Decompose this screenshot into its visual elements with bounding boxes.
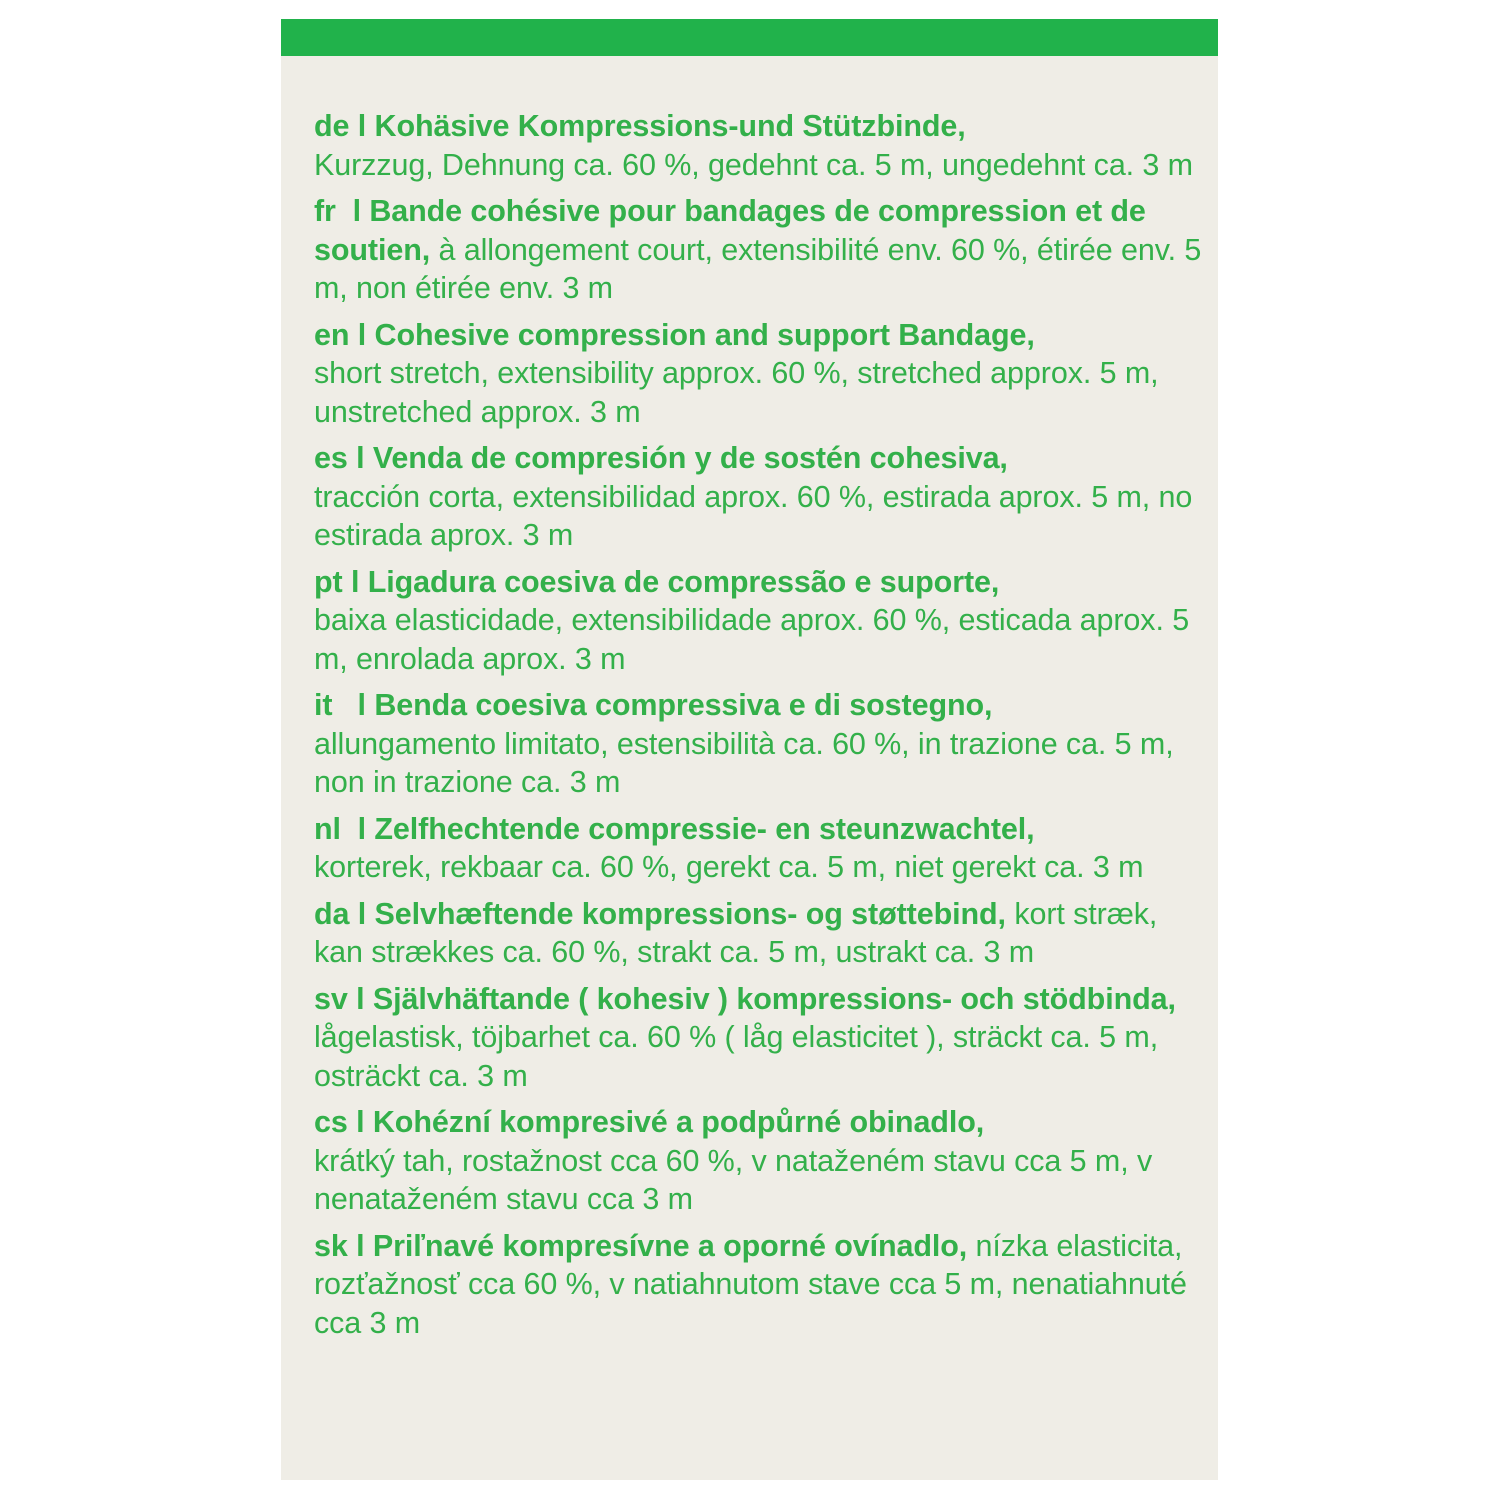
language-code: en bbox=[314, 317, 350, 352]
product-description: nízka elasticita, rozťažnosť cca 60 %, v natiahnutom stave cca 5 m, nenatiahnuté cca 3 m bbox=[314, 1228, 1187, 1340]
product-title: Självhäftande ( kohesiv ) kompressions- och stödbinda, bbox=[372, 981, 1176, 1016]
product-title: Kohézní kompresivé a podpůrné obinadlo, bbox=[372, 1105, 985, 1139]
entry-en bbox=[314, 316, 1214, 432]
green-accent-band bbox=[281, 19, 1218, 56]
entry-cs bbox=[314, 1103, 1214, 1219]
product-title: Bande cohésive pour bandages de compression et de soutien, bbox=[314, 194, 1146, 267]
product-description: korterek, rekbaar ca. 60 %, gerekt ca. 5 m, niet gerekt ca. 3 m bbox=[314, 850, 1144, 884]
language-code: cs bbox=[314, 1105, 348, 1139]
product-title: Venda de compresión y de sostén cohesiva, bbox=[372, 441, 1008, 475]
entry-es bbox=[314, 439, 1214, 555]
entry-sk bbox=[314, 1227, 1214, 1343]
product-title: Ligadura coesiva de compressão e suporte, bbox=[367, 564, 1000, 599]
language-code: da bbox=[314, 896, 350, 931]
entry-nl bbox=[314, 810, 1214, 887]
product-title: Kohäsive Kompressions-und Stützbinde, bbox=[374, 109, 966, 143]
language-code: nl bbox=[314, 811, 341, 846]
product-description: baixa elasticidade, extensibilidade aprox. 60 %, esticada aprox. 5 m, enrolada aprox. 3 m bbox=[314, 603, 1190, 676]
entry-it bbox=[314, 686, 1214, 802]
separator: l bbox=[349, 896, 375, 931]
separator: l bbox=[347, 441, 373, 475]
language-code: sv bbox=[314, 981, 348, 1016]
product-title: Priľnavé kompresívne a oporné ovínadlo, bbox=[372, 1228, 968, 1263]
entry-sv bbox=[314, 980, 1214, 1096]
product-description: lågelastisk, töjbarhet ca. 60 % ( låg elasticitet ), sträckt ca. 5 m, osträckt ca. 3 m bbox=[314, 1020, 1159, 1093]
separator: l bbox=[332, 688, 375, 722]
language-code: fr bbox=[314, 194, 336, 228]
product-description: allungamento limitato, estensibilità ca. 60 %, in trazione ca. 5 m, non in trazione ca. 3 m bbox=[314, 726, 1174, 799]
language-code: it bbox=[314, 688, 333, 722]
language-code: de bbox=[314, 109, 350, 143]
separator: l bbox=[347, 981, 373, 1016]
product-description: short stretch, extensibility approx. 60 %, stretched approx. 5 m, unstretched approx. 3 m bbox=[314, 356, 1159, 429]
product-description: krátký tah, rostažnost cca 60 %, v nataženém stavu cca 5 m, v nenataženém stavu cca 3 m bbox=[314, 1143, 1153, 1216]
product-title: Cohesive compression and support Bandage, bbox=[374, 317, 1035, 352]
product-title: Zelfhechtende compressie- en steunzwachtel, bbox=[374, 811, 1035, 846]
product-description: tracción corta, extensibilidad aprox. 60 %, estirada aprox. 5 m, no estirada aprox. 3 m bbox=[314, 479, 1193, 552]
separator: l bbox=[349, 109, 375, 143]
separator: l bbox=[340, 811, 375, 846]
product-description: Kurzzug, Dehnung ca. 60 %, gedehnt ca. 5 m, ungedehnt ca. 3 m bbox=[314, 147, 1193, 182]
product-description: à allongement court, extensibilité env. 60 %, étirée env. 5 m, non étirée env. 3 m bbox=[314, 232, 1202, 305]
product-description: kort stræk, kan strækkes ca. 60 %, strakt ca. 5 m, ustrakt ca. 3 m bbox=[314, 896, 1158, 969]
entry-fr bbox=[314, 192, 1214, 308]
language-code: sk bbox=[314, 1228, 348, 1263]
separator: l bbox=[342, 564, 368, 599]
language-code: es bbox=[314, 441, 348, 475]
package-label-panel bbox=[281, 19, 1218, 1480]
separator: l bbox=[349, 317, 375, 352]
product-title: Benda coesiva compressiva e di sostegno, bbox=[374, 688, 993, 722]
entry-da bbox=[314, 895, 1214, 972]
separator: l bbox=[347, 1228, 373, 1263]
language-code: pt bbox=[314, 564, 343, 599]
separator: l bbox=[335, 194, 370, 228]
product-title: Selvhæftende kompressions- og støttebind, bbox=[374, 896, 1006, 931]
multilingual-description-list bbox=[314, 107, 1214, 1350]
entry-pt bbox=[314, 563, 1214, 679]
entry-de bbox=[314, 107, 1214, 184]
separator: l bbox=[347, 1105, 373, 1139]
